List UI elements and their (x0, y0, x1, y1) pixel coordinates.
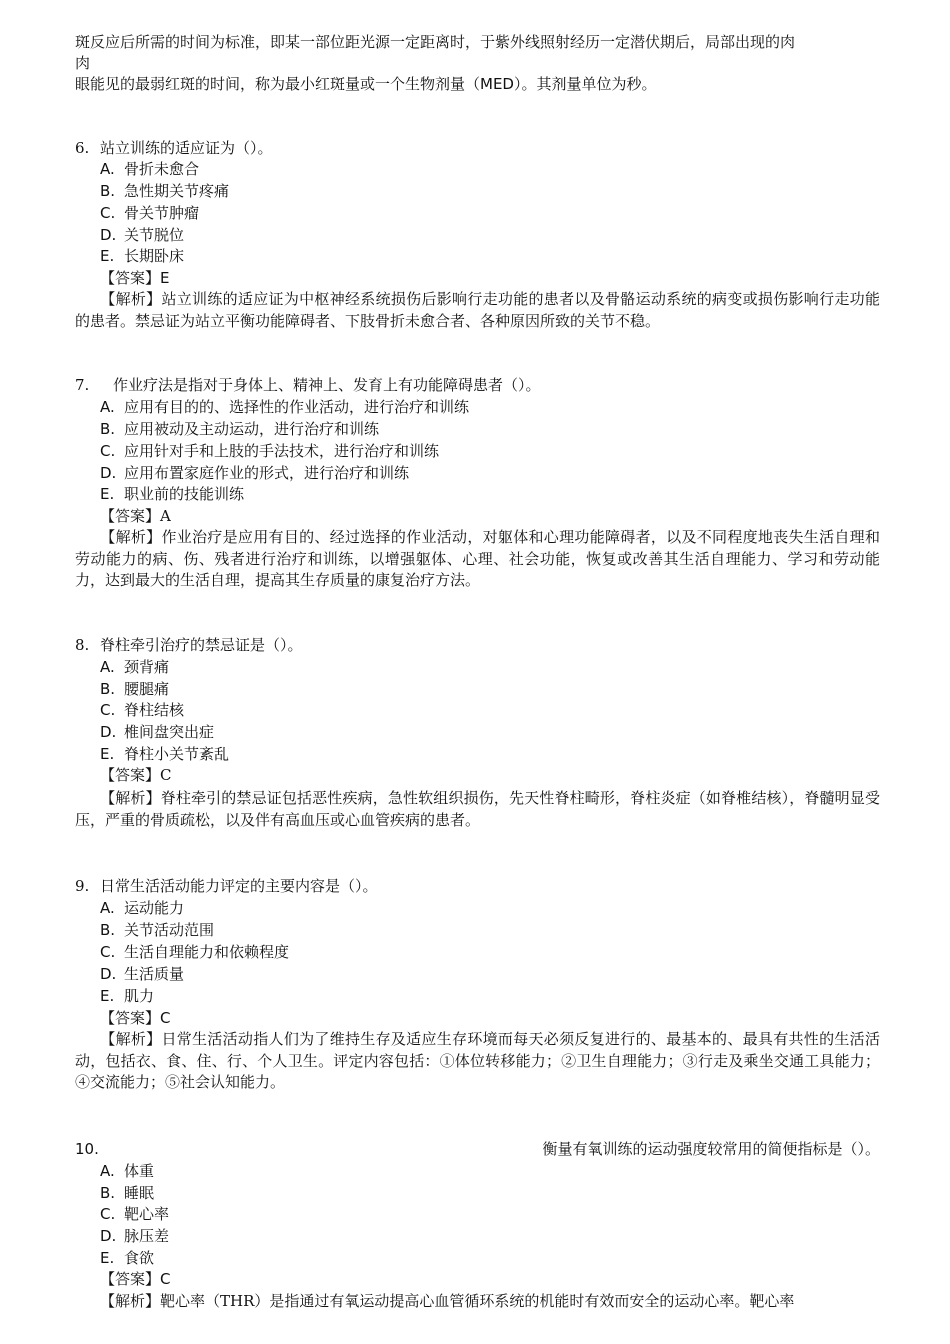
intro-line-2: 肉 (75, 54, 91, 72)
question-7-stem (75, 375, 541, 395)
option-c: C. 骨关节肿瘤 (100, 204, 200, 222)
question-number: 9. (75, 877, 90, 895)
option-c: C. 靶心率 (100, 1205, 170, 1223)
option-e: E. 肌力 (100, 987, 155, 1005)
option-d: D. 脉压差 (100, 1227, 170, 1245)
answer: 【答案】E (100, 269, 170, 287)
answer: 【答案】A (100, 507, 171, 525)
option-a: A. 颈背痛 (100, 658, 170, 676)
intro-line-3: 眼能见的最弱红斑的时间，称为最小红斑量或一个生物剂量（MED）。其剂量单位为秒。 (75, 75, 657, 93)
option-e: E. 脊柱小关节紊乱 (100, 745, 230, 763)
option-b: B. 应用被动及主动运动，进行治疗和训练 (100, 420, 380, 438)
question-text: 站立训练的适应证为（）。 (100, 139, 273, 157)
option-e: E. 食欲 (100, 1249, 155, 1267)
question-text: 日常生活活动能力评定的主要内容是（）。 (100, 877, 378, 895)
question-text: 脊柱牵引治疗的禁忌证是（）。 (100, 636, 303, 654)
option-c: C. 应用针对手和上肢的手法技术，进行治疗和训练 (100, 442, 440, 460)
option-e: E. 长期卧床 (100, 247, 185, 265)
analysis: 【解析】作业治疗是应用有目的、经过选择的作业活动，对躯体和心理功能障碍者，以及不同程度地丧失生活自理和劳动能力的病、伤、残者进行治疗和训练，以增强躯体、心理、社会功能，恢复或改善其生活自理能力、学习和劳动能力，达到最大的生活自理，提高其生存质量的康复治疗方法。 (75, 528, 880, 589)
option-d: D. 应用布置家庭作业的形式，进行治疗和训练 (100, 464, 410, 482)
answer: 【答案】C (100, 1270, 171, 1288)
option-a: A. 体重 (100, 1162, 155, 1180)
question-text: 衡量有氧训练的运动强度较常用的简便指标是（）。 (542, 1140, 880, 1158)
question-number: 10. (75, 1140, 99, 1158)
option-b: B. 急性期关节疼痛 (100, 182, 230, 200)
question-number: 8. (75, 636, 90, 654)
option-e: E. 职业前的技能训练 (100, 485, 245, 503)
option-b: B. 腰腿痛 (100, 680, 170, 698)
analysis: 【解析】脊柱牵引的禁忌证包括恶性疾病，急性软组织损伤，先天性脊柱畸形，脊柱炎症（如脊椎结核），脊髓明显受压，严重的骨质疏松，以及伴有高血压或心血管疾病的患者。 (75, 789, 880, 829)
option-b: B. 关节活动范围 (100, 921, 215, 939)
intro-line-1: 斑反应后所需的时间为标准，即某一部位距光源一定距离时，于紫外线照射经历一定潜伏期后，局部出现的肉 (75, 33, 796, 51)
question-9-stem (75, 876, 378, 896)
question-number: 6. (75, 139, 90, 157)
analysis: 【解析】靶心率（THR）是指通过有氧运动提高心血管循环系统的机能时有效而安全的运动心率。靶心率 (100, 1292, 795, 1310)
option-c: C. 脊柱结核 (100, 701, 185, 719)
option-d: D. 生活质量 (100, 965, 185, 983)
option-b: B. 睡眠 (100, 1184, 155, 1202)
option-a: A. 运动能力 (100, 899, 185, 917)
answer: 【答案】C (100, 1009, 171, 1027)
analysis: 【解析】站立训练的适应证为中枢神经系统损伤后影响行走功能的患者以及骨骼运动系统的病变或损伤影响行走功能的患者。禁忌证为站立平衡功能障碍者、下肢骨折未愈合者、各种原因所致的关节不稳。 (75, 290, 880, 330)
option-d: D. 椎间盘突出症 (100, 723, 215, 741)
option-a: A. 骨折未愈合 (100, 160, 200, 178)
option-a: A. 应用有目的的、选择性的作业活动，进行治疗和训练 (100, 398, 470, 416)
question-6-stem (75, 138, 273, 158)
question-number: 7. (75, 376, 90, 394)
option-c: C. 生活自理能力和依赖程度 (100, 943, 290, 961)
analysis: 【解析】日常生活活动指人们为了维持生存及适应生存环境而每天必须反复进行的、最基本的、最具有共性的生活活动，包括衣、食、住、行、个人卫生。评定内容包括：①体位转移能力；②卫生自理能力；③行走及乘坐交通工具能力；④交流能力；⑤社会认知能力。 (75, 1030, 880, 1091)
question-8-stem (75, 635, 303, 655)
answer: 【答案】C (100, 766, 172, 784)
question-text: 作业疗法是指对于身体上、精神上、发育上有功能障碍患者（）。 (113, 376, 541, 394)
option-d: D. 关节脱位 (100, 226, 185, 244)
question-10-stem (75, 1139, 880, 1159)
